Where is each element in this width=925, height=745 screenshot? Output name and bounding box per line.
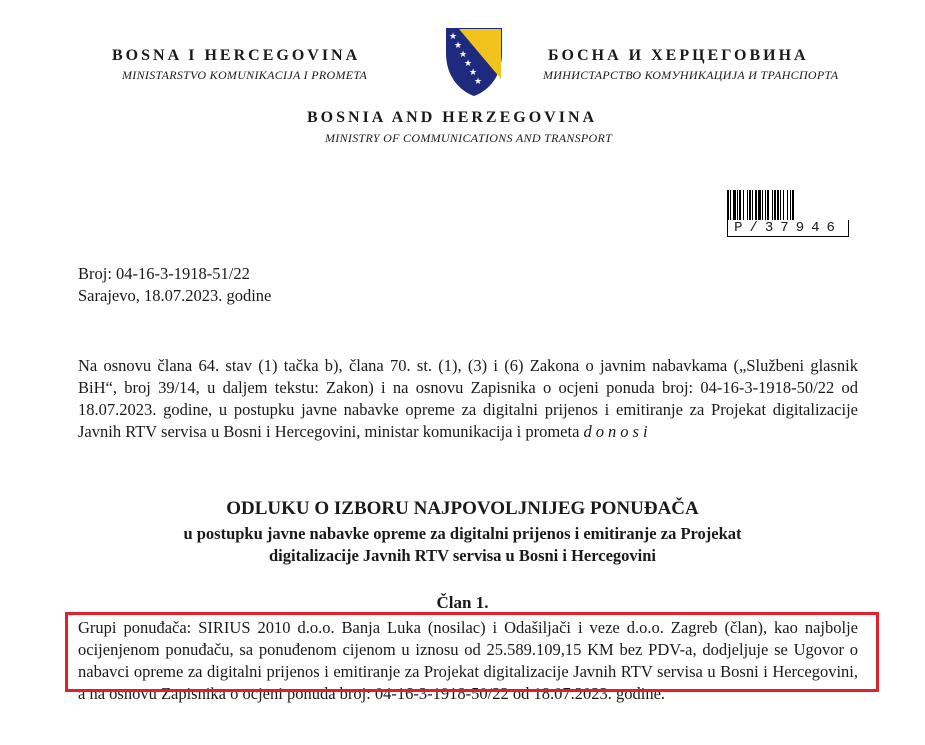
document-number: Broj: 04-16-3-1918-51/22 [78,264,250,283]
svg-text:★: ★ [474,76,483,86]
preamble-paragraph [78,355,858,443]
header-left-subtitle: MINISTARSTVO KOMUNIKACIJA I PROMETA [122,68,368,82]
barcode-number: P/37946 [727,220,849,237]
decision-subtitle-line2: digitalizacije Javnih RTV servisa u Bosni i Hercegovini [268,546,657,565]
bih-coat-of-arms-icon [445,27,503,97]
header-center-title: BOSNIA AND HERZEGOVINA [307,109,598,126]
preamble-text: Na osnovu člana 64. stav (1) tačka b), člana 70. st. (1), (3) i (6) Zakona o javnim nabavkama („Službeni glasnik BiH“, broj 39/14, u daljem tekstu: Zakon) i na osnovu Zapisnika o ocjeni ponuda broj: 04-16-3-1918-50/22 od 18.07.2023. godine, u postupku javne nabavke opreme za digitalni prijenos i emitiranje za Projekat digitalizacije Javnih RTV servisa u Bosni i Hercegovini, ministar komunikacija i prometa [78,356,858,441]
header-right-subtitle: МИНИСТАРСТВО КОМУНИКАЦИЈА И ТРАНСПОРТА [543,68,839,82]
barcode-bar [794,190,795,220]
svg-text:★: ★ [469,67,478,77]
highlight-box [65,612,879,692]
decision-title: ODLUKU O IZBORU NAJPOVOLJNIJEG PONUĐAČA [226,498,699,519]
decision-subtitle-line1: u postupku javne nabavke opreme za digitalni prijenos i emitiranje za Projekat [183,524,742,543]
barcode [727,190,849,237]
svg-text:★: ★ [464,58,473,68]
preamble-verb: donosi [583,422,652,441]
document-place-date: Sarajevo, 18.07.2023. godine [78,286,272,305]
article-paragraph: Grupi ponuđača: SIRIUS 2010 d.o.o. Banja Luka (nosilac) i Odašiljači i veze d.o.o. Zagreb (član), kao najbolje ocijenjenom ponuđaču, sa ponuđenom cijenom u iznosu od 25.589.109,15 KM bez PDV-a, dodjeljuje se Ugovor o nabavci opreme za digitalni prijenos i emitiranje za Projekat digitalizacije Javnih RTV servisa u Bosni i Hercegovini, a na osnovu Zapisnika o ocjeni ponuda broj: 04-16-3-1918-50/22 od 18.07.2023. godine. [78,618,858,703]
barcode-bars [727,190,849,220]
header-center-subtitle: MINISTRY OF COMMUNICATIONS AND TRANSPORT [325,131,613,145]
header-right-title: БОСНА И ХЕРЦЕГОВИНА [548,47,809,64]
svg-text:★: ★ [454,40,463,50]
header-left-title: BOSNA I HERCEGOVINA [112,47,361,64]
svg-text:★: ★ [459,49,468,59]
article-heading: Član 1. [436,593,489,612]
svg-text:★: ★ [449,31,458,41]
